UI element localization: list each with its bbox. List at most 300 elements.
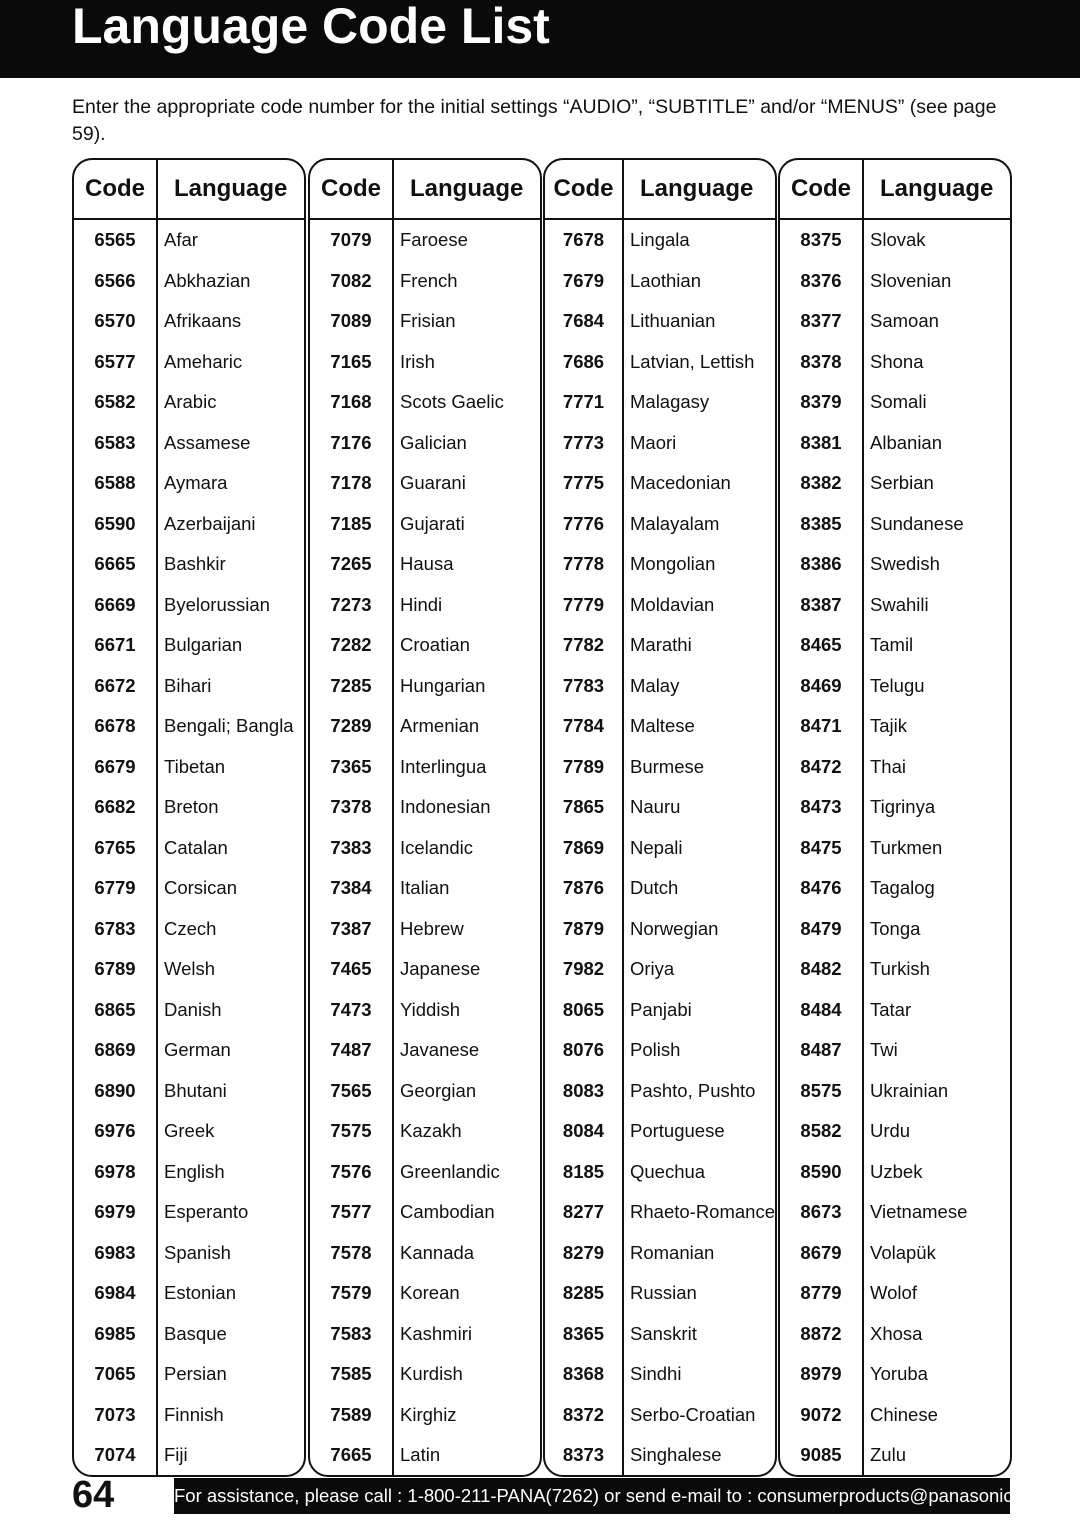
table-row — [74, 1354, 304, 1395]
language-name: Assamese — [164, 431, 251, 453]
language-code: 7784 — [545, 706, 623, 747]
table-row — [780, 990, 1010, 1031]
language-code: 8575 — [780, 1071, 863, 1112]
language-name: Hausa — [400, 553, 454, 575]
language-name: Kannada — [400, 1241, 475, 1263]
title-bar — [0, 0, 1080, 78]
table-row — [545, 544, 775, 585]
language-name: Malay — [630, 674, 680, 696]
language-name: Chinese — [870, 1403, 938, 1425]
language-code: 8473 — [780, 787, 863, 828]
language-name: Volapük — [870, 1241, 936, 1263]
language-code: 6865 — [74, 990, 157, 1031]
language-name: Aymara — [164, 472, 228, 494]
language-code: 8083 — [545, 1071, 623, 1112]
language-code: 6570 — [74, 301, 157, 342]
language-name: Welsh — [164, 958, 216, 980]
language-code: 6566 — [74, 261, 157, 302]
table-row — [74, 1314, 304, 1355]
table-row — [74, 1111, 304, 1152]
language-code: 8779 — [780, 1273, 863, 1314]
language-code: 8472 — [780, 747, 863, 788]
code-header: Code — [780, 160, 863, 219]
language-code: 7686 — [545, 342, 623, 383]
table-row — [545, 1030, 775, 1071]
language-name: Nauru — [630, 796, 681, 818]
language-code: 7176 — [310, 423, 393, 464]
language-name: Swedish — [870, 553, 940, 575]
language-code: 8471 — [780, 706, 863, 747]
table-row — [545, 1192, 775, 1233]
table-row — [780, 1192, 1010, 1233]
language-code: 6590 — [74, 504, 157, 545]
table-row — [74, 1273, 304, 1314]
language-name: Romanian — [630, 1241, 715, 1263]
table-row — [780, 828, 1010, 869]
language-name: Slovenian — [870, 269, 952, 291]
table-row — [780, 666, 1010, 707]
language-name: Indonesian — [400, 796, 491, 818]
table-row — [74, 949, 304, 990]
language-name: Hungarian — [400, 674, 486, 696]
language-name: Estonian — [164, 1282, 236, 1304]
language-name: Byelorussian — [164, 593, 270, 615]
language-code: 7578 — [310, 1233, 393, 1274]
language-code: 7583 — [310, 1314, 393, 1355]
language-name: German — [164, 1039, 231, 1061]
language-name: Norwegian — [630, 917, 719, 939]
language-name: Panjabi — [630, 998, 692, 1020]
language-code: 8279 — [545, 1233, 623, 1274]
language-code: 7065 — [74, 1354, 157, 1395]
language-name: Zulu — [870, 1444, 906, 1466]
language-code: 8476 — [780, 868, 863, 909]
language-name: Quechua — [630, 1160, 706, 1182]
table-row — [780, 787, 1010, 828]
language-name: Kazakh — [400, 1120, 462, 1142]
language-code: 6669 — [74, 585, 157, 626]
table-row — [545, 301, 775, 342]
table-row — [780, 868, 1010, 909]
table-row — [310, 342, 540, 383]
language-code: 7684 — [545, 301, 623, 342]
table-row — [74, 747, 304, 788]
language-name: Galician — [400, 431, 467, 453]
language-code: 6978 — [74, 1152, 157, 1193]
language-name: Azerbaijani — [164, 512, 256, 534]
table-row — [545, 585, 775, 626]
language-code: 7876 — [545, 868, 623, 909]
language-name: English — [164, 1160, 225, 1182]
language-name: French — [400, 269, 458, 291]
language-name: Georgian — [400, 1079, 477, 1101]
language-name: Dutch — [630, 877, 679, 899]
table-row — [310, 301, 540, 342]
language-code: 6671 — [74, 625, 157, 666]
language-table-1 — [72, 158, 306, 1477]
language-code: 9085 — [780, 1435, 863, 1476]
language-name: Twi — [870, 1039, 898, 1061]
language-code: 8582 — [780, 1111, 863, 1152]
table-row — [545, 1354, 775, 1395]
language-code: 8065 — [545, 990, 623, 1031]
table-row — [74, 1233, 304, 1274]
language-code: 7082 — [310, 261, 393, 302]
language-code: 8487 — [780, 1030, 863, 1071]
intro-text: Enter the appropriate code number for the initial settings “AUDIO”, “SUBTITLE” and/or “MENUS” (see page 59). — [72, 96, 997, 145]
language-name: Bengali; Bangla — [164, 715, 294, 737]
table-row — [545, 706, 775, 747]
table-row — [780, 1273, 1010, 1314]
language-code: 8379 — [780, 382, 863, 423]
table-row — [74, 1192, 304, 1233]
table-row — [310, 463, 540, 504]
language-name: Esperanto — [164, 1201, 249, 1223]
language-code: 8872 — [780, 1314, 863, 1355]
language-code: 8378 — [780, 342, 863, 383]
language-code: 8386 — [780, 544, 863, 585]
language-name: Bhutani — [164, 1079, 227, 1101]
language-code: 6869 — [74, 1030, 157, 1071]
table-row — [74, 463, 304, 504]
language-code: 6583 — [74, 423, 157, 464]
language-name: Malayalam — [630, 512, 720, 534]
language-name: Tigrinya — [870, 796, 936, 818]
language-code: 8368 — [545, 1354, 623, 1395]
language-code: 7775 — [545, 463, 623, 504]
table-row — [545, 868, 775, 909]
language-code: 8673 — [780, 1192, 863, 1233]
table-row — [545, 625, 775, 666]
language-code: 7285 — [310, 666, 393, 707]
table-row — [310, 585, 540, 626]
language-code: 6783 — [74, 909, 157, 950]
language-table-4 — [778, 158, 1012, 1477]
language-name: Yoruba — [870, 1363, 928, 1385]
language-name: Guarani — [400, 472, 466, 494]
table-row — [780, 504, 1010, 545]
language-name: Uzbek — [870, 1160, 923, 1182]
language-code: 8277 — [545, 1192, 623, 1233]
language-name: Lithuanian — [630, 310, 716, 332]
language-name: Vietnamese — [870, 1201, 968, 1223]
language-code: 7879 — [545, 909, 623, 950]
table-row — [545, 342, 775, 383]
table-row — [310, 1233, 540, 1274]
language-name: Sindhi — [630, 1363, 682, 1385]
language-name: Moldavian — [630, 593, 715, 615]
language-name: Tibetan — [164, 755, 226, 777]
table-row — [310, 1354, 540, 1395]
language-name: Latin — [400, 1444, 441, 1466]
language-code: 8382 — [780, 463, 863, 504]
language-code: 8469 — [780, 666, 863, 707]
language-table-3 — [543, 158, 777, 1477]
language-code: 8590 — [780, 1152, 863, 1193]
table-row — [310, 1314, 540, 1355]
language-name: Wolof — [870, 1282, 917, 1304]
table-row — [74, 342, 304, 383]
language-name: Korean — [400, 1282, 460, 1304]
language-name: Samoan — [870, 310, 939, 332]
table-row — [545, 787, 775, 828]
language-code: 7265 — [310, 544, 393, 585]
language-code: 6979 — [74, 1192, 157, 1233]
code-header: Code — [310, 160, 393, 219]
table-row — [74, 828, 304, 869]
table-row — [74, 1395, 304, 1436]
table-row — [310, 423, 540, 464]
language-code: 6976 — [74, 1111, 157, 1152]
language-name: Italian — [400, 877, 450, 899]
table-row — [780, 382, 1010, 423]
table-row — [310, 949, 540, 990]
language-name: Pashto, Pushto — [630, 1079, 756, 1101]
language-name: Swahili — [870, 593, 929, 615]
language-code: 7585 — [310, 1354, 393, 1395]
table-row — [545, 1111, 775, 1152]
table-row — [310, 261, 540, 302]
language-name: Ukrainian — [870, 1079, 949, 1101]
language-name: Telugu — [870, 674, 925, 696]
language-name: Bulgarian — [164, 634, 243, 656]
language-code: 7289 — [310, 706, 393, 747]
table-row — [74, 1435, 304, 1476]
language-name: Corsican — [164, 877, 237, 899]
language-code: 7679 — [545, 261, 623, 302]
language-code: 6582 — [74, 382, 157, 423]
table-row — [780, 1030, 1010, 1071]
language-code: 7776 — [545, 504, 623, 545]
table-row — [545, 382, 775, 423]
table-row — [780, 1395, 1010, 1436]
table-row — [545, 747, 775, 788]
table-row — [545, 423, 775, 464]
table-row — [545, 504, 775, 545]
language-code: 6588 — [74, 463, 157, 504]
language-name: Frisian — [400, 310, 456, 332]
table-row — [310, 747, 540, 788]
code-header: Code — [74, 160, 157, 219]
table-row — [74, 706, 304, 747]
table-row — [545, 949, 775, 990]
language-code: 8376 — [780, 261, 863, 302]
language-name: Marathi — [630, 634, 692, 656]
table-row — [74, 1030, 304, 1071]
table-row — [545, 990, 775, 1031]
language-code: 6679 — [74, 747, 157, 788]
language-code: 6565 — [74, 219, 157, 261]
language-name: Danish — [164, 998, 222, 1020]
language-code: 6983 — [74, 1233, 157, 1274]
table-row — [545, 1435, 775, 1476]
table-row — [545, 828, 775, 869]
language-name: Faroese — [400, 229, 468, 251]
table-row — [780, 423, 1010, 464]
language-code: 6789 — [74, 949, 157, 990]
language-name: Oriya — [630, 958, 675, 980]
table-row — [310, 1273, 540, 1314]
table-row — [780, 747, 1010, 788]
table-row — [74, 625, 304, 666]
language-code: 8375 — [780, 219, 863, 261]
language-name: Breton — [164, 796, 219, 818]
language-header: Language — [157, 160, 304, 219]
language-name: Bihari — [164, 674, 212, 696]
language-name: Lingala — [630, 229, 690, 251]
table-row — [780, 219, 1010, 261]
language-code: 8185 — [545, 1152, 623, 1193]
language-name: Interlingua — [400, 755, 487, 777]
table-row — [310, 990, 540, 1031]
table-row — [74, 219, 304, 261]
table-row — [310, 1071, 540, 1112]
table-row — [780, 909, 1010, 950]
table-row — [74, 666, 304, 707]
language-code: 8084 — [545, 1111, 623, 1152]
language-code: 8372 — [545, 1395, 623, 1436]
language-code: 7473 — [310, 990, 393, 1031]
language-code: 7079 — [310, 219, 393, 261]
language-code: 8377 — [780, 301, 863, 342]
language-name: Catalan — [164, 836, 228, 858]
table-row — [545, 1152, 775, 1193]
language-name: Somali — [870, 391, 927, 413]
language-name: Tagalog — [870, 877, 935, 899]
language-name: Arabic — [164, 391, 217, 413]
language-name: Finnish — [164, 1403, 224, 1425]
language-code: 7665 — [310, 1435, 393, 1476]
table-row — [74, 585, 304, 626]
table-row — [310, 828, 540, 869]
table-row — [780, 301, 1010, 342]
table-row — [310, 787, 540, 828]
language-name: Basque — [164, 1322, 227, 1344]
table-row — [74, 787, 304, 828]
table-row — [780, 585, 1010, 626]
table-row — [310, 1435, 540, 1476]
language-code: 8365 — [545, 1314, 623, 1355]
table-row — [310, 382, 540, 423]
language-code: 7579 — [310, 1273, 393, 1314]
language-code: 8381 — [780, 423, 863, 464]
table-row — [780, 1314, 1010, 1355]
language-code: 7487 — [310, 1030, 393, 1071]
language-name: Russian — [630, 1282, 697, 1304]
language-code: 7282 — [310, 625, 393, 666]
language-name: Scots Gaelic — [400, 391, 504, 413]
language-code: 7865 — [545, 787, 623, 828]
table-row — [74, 868, 304, 909]
table-row — [780, 949, 1010, 990]
table-row — [310, 1152, 540, 1193]
table-row — [545, 463, 775, 504]
language-name: Laothian — [630, 269, 701, 291]
language-name: Serbian — [870, 472, 934, 494]
language-code: 7168 — [310, 382, 393, 423]
language-code: 7589 — [310, 1395, 393, 1436]
language-name: Mongolian — [630, 553, 716, 575]
language-name: Tamil — [870, 634, 914, 656]
language-code: 6779 — [74, 868, 157, 909]
language-name: Hindi — [400, 593, 443, 615]
language-code: 7073 — [74, 1395, 157, 1436]
table-row — [310, 1111, 540, 1152]
language-code: 7383 — [310, 828, 393, 869]
language-name: Turkmen — [870, 836, 943, 858]
language-name: Gujarati — [400, 512, 465, 534]
language-name: Spanish — [164, 1241, 231, 1263]
table-row — [780, 342, 1010, 383]
language-name: Javanese — [400, 1039, 480, 1061]
table-row — [780, 625, 1010, 666]
language-name: Tajik — [870, 715, 908, 737]
table-row — [780, 1071, 1010, 1112]
language-name: Urdu — [870, 1120, 911, 1142]
language-name: Armenian — [400, 715, 480, 737]
table-row — [780, 1233, 1010, 1274]
language-code: 6890 — [74, 1071, 157, 1112]
language-name: Macedonian — [630, 472, 731, 494]
language-code: 7779 — [545, 585, 623, 626]
language-name: Fiji — [164, 1444, 188, 1466]
language-name: Albanian — [870, 431, 943, 453]
language-code: 7185 — [310, 504, 393, 545]
language-code: 6678 — [74, 706, 157, 747]
language-name: Portuguese — [630, 1120, 725, 1142]
language-name: Burmese — [630, 755, 705, 777]
language-name: Ameharic — [164, 350, 243, 372]
language-name: Abkhazian — [164, 269, 251, 291]
language-code: 7365 — [310, 747, 393, 788]
table-row — [74, 1152, 304, 1193]
language-name: Kashmiri — [400, 1322, 472, 1344]
language-code: 7778 — [545, 544, 623, 585]
table-row — [310, 666, 540, 707]
language-code: 7773 — [545, 423, 623, 464]
table-row — [310, 625, 540, 666]
language-name: Nepali — [630, 836, 683, 858]
language-code: 8076 — [545, 1030, 623, 1071]
page-title: Language Code List — [72, 0, 550, 54]
language-code: 7771 — [545, 382, 623, 423]
language-code: 7783 — [545, 666, 623, 707]
language-code: 7465 — [310, 949, 393, 990]
language-code: 8484 — [780, 990, 863, 1031]
table-row — [780, 463, 1010, 504]
language-code: 6665 — [74, 544, 157, 585]
language-code: 8482 — [780, 949, 863, 990]
table-row — [545, 261, 775, 302]
language-name: Persian — [164, 1363, 227, 1385]
language-name: Tatar — [870, 998, 912, 1020]
table-row — [545, 1071, 775, 1112]
language-code: 8479 — [780, 909, 863, 950]
language-code: 8385 — [780, 504, 863, 545]
language-name: Slovak — [870, 229, 926, 251]
table-row — [310, 544, 540, 585]
language-name: Xhosa — [870, 1322, 923, 1344]
language-code: 7178 — [310, 463, 393, 504]
language-code: 7074 — [74, 1435, 157, 1476]
table-row — [310, 1192, 540, 1233]
language-name: Afrikaans — [164, 310, 242, 332]
table-row — [545, 666, 775, 707]
table-row — [780, 1354, 1010, 1395]
language-name: Cambodian — [400, 1201, 495, 1223]
language-name: Sundanese — [870, 512, 964, 534]
table-row — [780, 1152, 1010, 1193]
